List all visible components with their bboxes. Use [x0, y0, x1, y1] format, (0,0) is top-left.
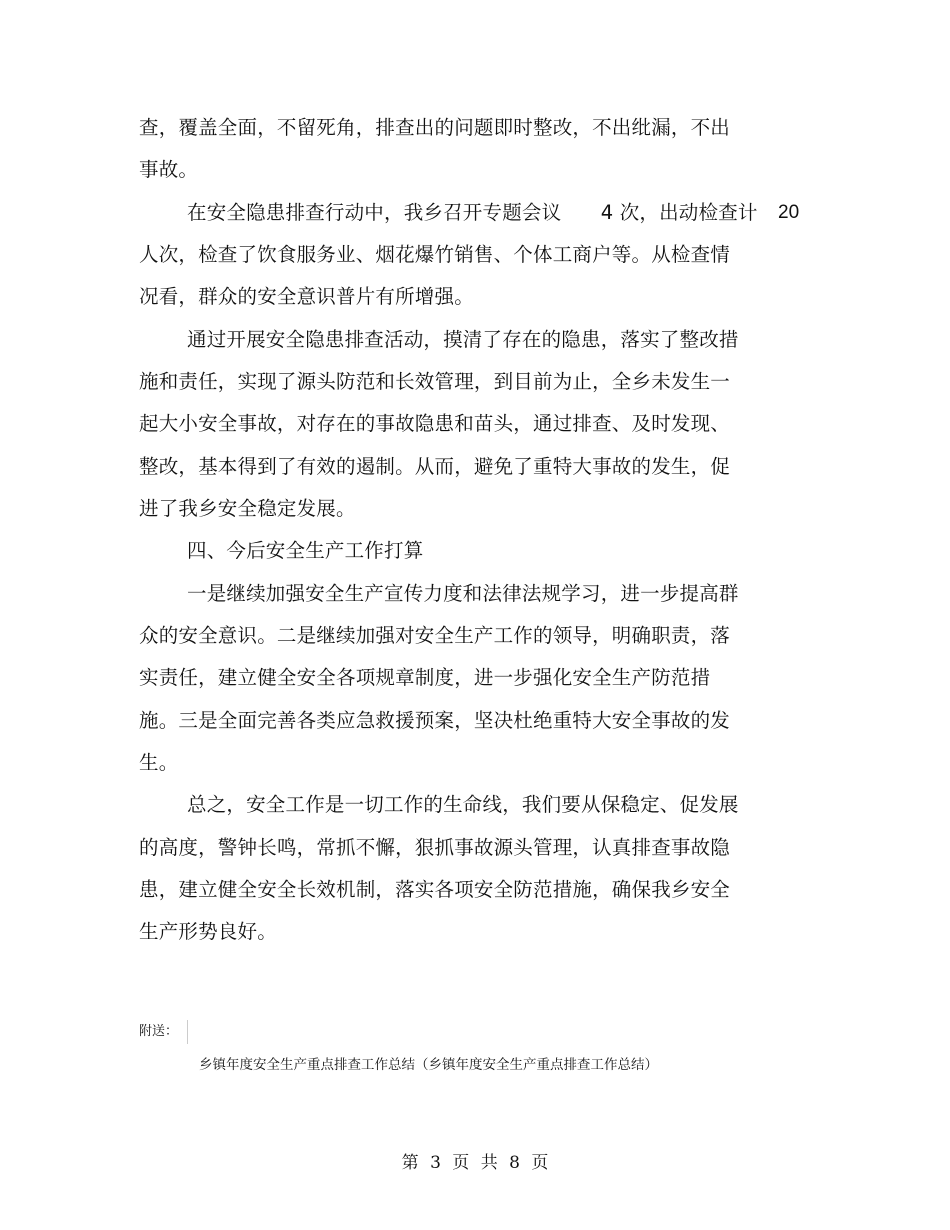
- body-line: 总之，安全工作是一切工作的生命线，我们要从保稳定、促发展: [187, 793, 739, 816]
- body-line: 事故。: [139, 158, 199, 181]
- body-line: 施和责任，实现了源头防范和长效管理，到目前为止，全乡未发生一: [139, 370, 731, 393]
- body-line: 整改，基本得到了有效的遏制。从而，避免了重特大事故的发生，促: [139, 455, 731, 478]
- page-number: 第 3 页 共 8 页: [401, 1153, 549, 1173]
- body-line: 起大小安全事故，对存在的事故隐患和苗头，通过排查、及时发现、: [139, 412, 731, 435]
- appendix-label: 附送：: [139, 1024, 179, 1039]
- body-line: 况看，群众的安全意识普片有所增强。: [139, 285, 474, 308]
- body-line: 的高度，警钟长鸣，常抓不懈，狠抓事故源头管理，认真排查事故隐: [139, 836, 731, 859]
- body-line: 实责任，建立健全安全各项规章制度，进一步强化安全生产防范措: [139, 666, 711, 689]
- section-heading: 四、今后安全生产工作打算: [187, 539, 424, 562]
- appendix-title: 乡镇年度安全生产重点排查工作总结（乡镇年度安全生产重点排查工作总结）: [199, 1057, 658, 1073]
- inspection-count: 20: [778, 202, 800, 223]
- body-line: 患，建立健全安全长效机制，落实各项安全防范措施，确保我乡安全: [139, 878, 731, 901]
- body-line: 生产形势良好。: [139, 920, 277, 943]
- body-line: 众的安全意识。二是继续加强对安全生产工作的领导，明确职责，落: [139, 624, 731, 647]
- body-line: 进了我乡安全稳定发展。: [139, 497, 356, 520]
- body-line: 人次，检查了饮食服务业、烟花爆竹销售、个体工商户等。从检查情: [139, 243, 731, 266]
- body-line: 查，覆盖全面，不留死角，排查出的问题即时整改，不出纰漏，不出: [139, 116, 731, 139]
- body-line: 一是继续加强安全生产宣传力度和法律法规学习，进一步提高群: [187, 582, 739, 605]
- body-line: 在安全隐患排查行动中，我乡召开专题会议 4 次，出动检查计: [187, 201, 758, 224]
- appendix-divider: [187, 1020, 188, 1044]
- body-line: 生。: [139, 751, 179, 774]
- body-line: 施。三是全面完善各类应急救援预案，坚决杜绝重特大安全事故的发: [139, 709, 731, 732]
- body-line: 通过开展安全隐患排查活动，摸清了存在的隐患，落实了整改措: [187, 328, 739, 351]
